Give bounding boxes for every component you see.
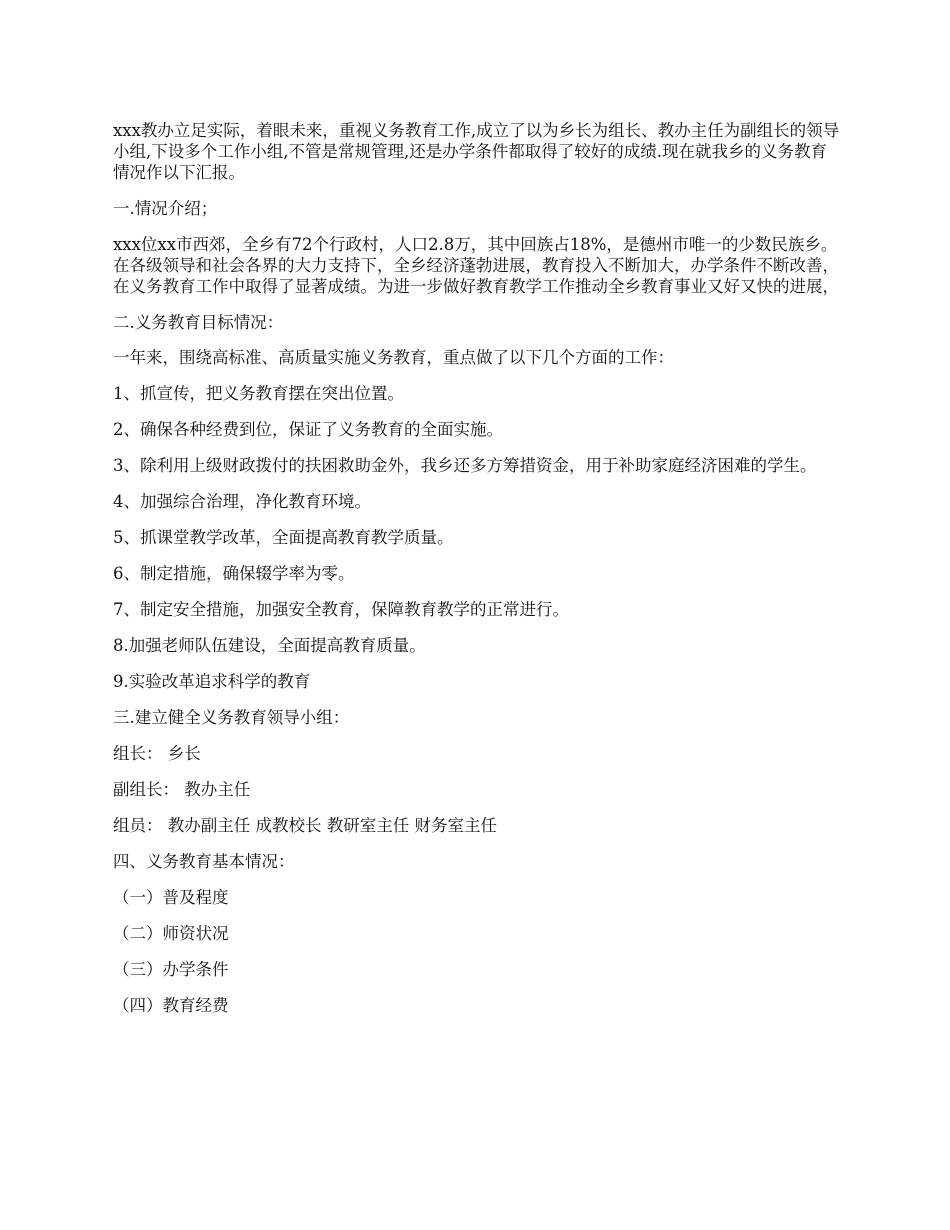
list-item-2: 2、确保各种经费到位，保证了义务教育的全面实施。 [113, 420, 503, 439]
list-item-6: 6、制定措施，确保辍学率为零。 [113, 564, 355, 583]
list-item-8: 8.加强老师队伍建设，全面提高教育质量。 [113, 636, 426, 655]
overview-paragraph: xxx位xx市西郊，全乡有72个行政村，人口2.8万，其中回族占18%，是德州市唯一的少数民族乡。在各级领导和社会各界的大力支持下，全乡经济蓬勃进展，教育投入不断加大，办学条件不断改善，在义务教育工作中取得了显著成绩。为进一步做好教育教学工作推动全乡教育事业又好又快的进展， [113, 235, 839, 296]
document-body [113, 120, 841, 1031]
list-item-5: 5、抓课堂教学改革，全面提高教育教学质量。 [113, 528, 454, 547]
intro-paragraph: xxx教办立足实际，着眼未来，重视义务教育工作,成立了以为乡长为组长、教办主任为副组长的领导小组,下设多个工作小组,不管是常规管理,还是办学条件都取得了较好的成绩.现在就我乡的义务教育情况作以下汇报。 [113, 121, 840, 182]
work-summary-paragraph: 一年来，围绕高标准、高质量实施义务教育，重点做了以下几个方面的工作： [113, 348, 674, 367]
members-line: 组员： 教办副主任 成教校长 教研室主任 财务室主任 [113, 816, 497, 835]
section-heading-1: 一.情况介绍； [113, 199, 218, 218]
deputy-leader-line: 副组长： 教办主任 [113, 780, 251, 799]
section-heading-4: 四、义务教育基本情况： [113, 852, 295, 871]
list-item-4: 4、加强综合治理，净化教育环境。 [113, 492, 371, 511]
subsection-4: （四）教育经费 [113, 996, 229, 1015]
subsection-2: （二）师资状况 [113, 924, 229, 943]
subsection-1: （一）普及程度 [113, 888, 229, 907]
group-leader-line: 组长： 乡长 [113, 744, 201, 763]
list-item-9: 9.实验改革追求科学的教育 [113, 672, 311, 691]
list-item-3: 3、除利用上级财政拨付的扶困救助金外，我乡还多方筹措资金，用于补助家庭经济困难的学生。 [113, 456, 817, 475]
list-item-1: 1、抓宣传，把义务教育摆在突出位置。 [113, 384, 404, 403]
section-heading-3: 三.建立健全义务教育领导小组： [113, 708, 350, 727]
section-heading-2: 二.义务教育目标情况： [113, 313, 284, 332]
subsection-3: （三）办学条件 [113, 960, 229, 979]
list-item-7: 7、制定安全措施，加强安全教育，保障教育教学的正常进行。 [113, 600, 569, 619]
